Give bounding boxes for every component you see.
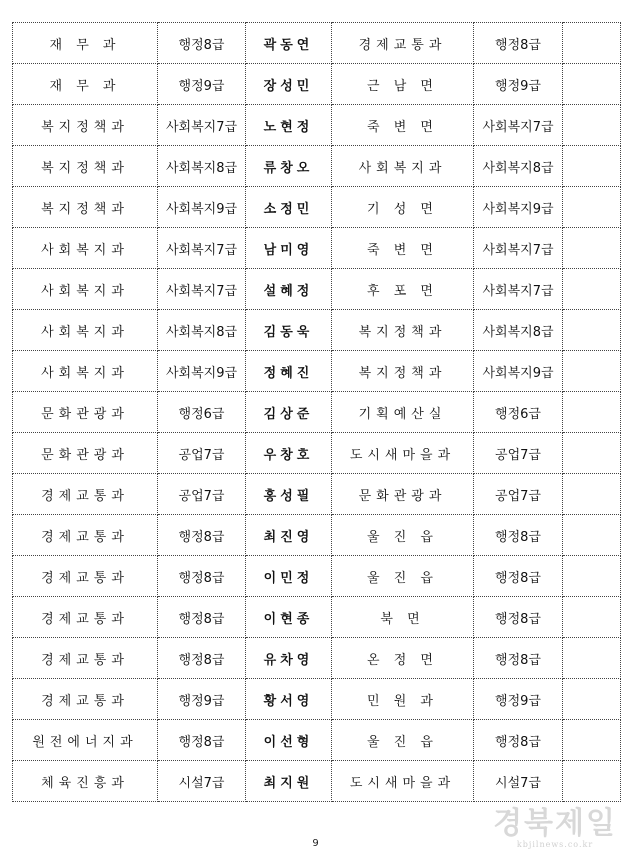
previous-department-cell: 사회복지과	[13, 228, 158, 269]
new-department-cell: 울 진 읍	[332, 515, 474, 556]
previous-department-cell: 사회복지과	[13, 269, 158, 310]
previous-department-cell: 경제교통과	[13, 597, 158, 638]
employee-name-cell: 류창오	[246, 146, 332, 187]
employee-name-cell: 소정민	[246, 187, 332, 228]
new-department-cell: 민 원 과	[332, 679, 474, 720]
previous-department-cell: 재 무 과	[13, 23, 158, 64]
remarks-cell	[563, 105, 621, 146]
remarks-cell	[563, 761, 621, 802]
new-department-cell: 온 정 면	[332, 638, 474, 679]
previous-rank-cell: 행정8급	[158, 597, 246, 638]
previous-department-cell: 문화관광과	[13, 433, 158, 474]
new-rank-cell: 행정8급	[474, 515, 563, 556]
new-department-cell: 사회복지과	[332, 146, 474, 187]
new-department-cell: 죽 변 면	[332, 228, 474, 269]
new-rank-cell: 사회복지9급	[474, 187, 563, 228]
table-row	[13, 351, 621, 392]
new-department-cell: 경제교통과	[332, 23, 474, 64]
previous-department-cell: 문화관광과	[13, 392, 158, 433]
previous-rank-cell: 사회복지8급	[158, 310, 246, 351]
new-rank-cell: 행정8급	[474, 23, 563, 64]
remarks-cell	[563, 556, 621, 597]
previous-rank-cell: 행정8급	[158, 638, 246, 679]
table-row	[13, 433, 621, 474]
previous-rank-cell: 행정8급	[158, 556, 246, 597]
employee-name-cell: 곽동연	[246, 23, 332, 64]
previous-rank-cell: 행정9급	[158, 679, 246, 720]
employee-name-cell: 김상준	[246, 392, 332, 433]
table-row	[13, 64, 621, 105]
remarks-cell	[563, 474, 621, 515]
employee-name-cell: 노현정	[246, 105, 332, 146]
previous-rank-cell: 사회복지7급	[158, 269, 246, 310]
employee-name-cell: 최지원	[246, 761, 332, 802]
remarks-cell	[563, 638, 621, 679]
employee-name-cell: 최진영	[246, 515, 332, 556]
previous-department-cell: 체육진흥과	[13, 761, 158, 802]
previous-rank-cell: 사회복지9급	[158, 187, 246, 228]
table-row	[13, 597, 621, 638]
remarks-cell	[563, 23, 621, 64]
new-rank-cell: 행정6급	[474, 392, 563, 433]
new-rank-cell: 사회복지9급	[474, 351, 563, 392]
page-number: 9	[312, 838, 319, 849]
new-department-cell: 울 진 읍	[332, 556, 474, 597]
table-row	[13, 761, 621, 802]
previous-rank-cell: 공업7급	[158, 474, 246, 515]
previous-department-cell: 재 무 과	[13, 64, 158, 105]
new-department-cell: 근 남 면	[332, 64, 474, 105]
previous-rank-cell: 행정6급	[158, 392, 246, 433]
previous-rank-cell: 행정9급	[158, 64, 246, 105]
remarks-cell	[563, 515, 621, 556]
new-department-cell: 죽 변 면	[332, 105, 474, 146]
new-rank-cell: 행정9급	[474, 64, 563, 105]
previous-department-cell: 복지정책과	[13, 187, 158, 228]
table-row	[13, 310, 621, 351]
previous-rank-cell: 공업7급	[158, 433, 246, 474]
remarks-cell	[563, 146, 621, 187]
employee-name-cell: 설혜정	[246, 269, 332, 310]
table-row	[13, 105, 621, 146]
new-department-cell: 도시새마을과	[332, 433, 474, 474]
new-department-cell: 문화관광과	[332, 474, 474, 515]
new-department-cell: 기획예산실	[332, 392, 474, 433]
remarks-cell	[563, 269, 621, 310]
new-rank-cell: 사회복지7급	[474, 269, 563, 310]
table-row	[13, 269, 621, 310]
employee-name-cell: 우창호	[246, 433, 332, 474]
table-row	[13, 638, 621, 679]
previous-department-cell: 사회복지과	[13, 310, 158, 351]
new-rank-cell: 행정8급	[474, 597, 563, 638]
new-department-cell: 울 진 읍	[332, 720, 474, 761]
new-department-cell: 후 포 면	[332, 269, 474, 310]
employee-name-cell: 정혜진	[246, 351, 332, 392]
new-rank-cell: 시설7급	[474, 761, 563, 802]
previous-rank-cell: 사회복지7급	[158, 105, 246, 146]
table-row	[13, 556, 621, 597]
previous-rank-cell: 사회복지8급	[158, 146, 246, 187]
new-department-cell: 복지정책과	[332, 351, 474, 392]
new-rank-cell: 공업7급	[474, 474, 563, 515]
remarks-cell	[563, 597, 621, 638]
employee-name-cell: 이현종	[246, 597, 332, 638]
employee-name-cell: 황서영	[246, 679, 332, 720]
employee-name-cell: 유차영	[246, 638, 332, 679]
previous-department-cell: 경제교통과	[13, 679, 158, 720]
remarks-cell	[563, 392, 621, 433]
employee-name-cell: 장성민	[246, 64, 332, 105]
new-rank-cell: 행정9급	[474, 679, 563, 720]
new-department-cell: 북 면	[332, 597, 474, 638]
table-row	[13, 228, 621, 269]
previous-rank-cell: 행정8급	[158, 720, 246, 761]
employee-name-cell: 이선형	[246, 720, 332, 761]
employee-name-cell: 홍성필	[246, 474, 332, 515]
remarks-cell	[563, 187, 621, 228]
previous-rank-cell: 시설7급	[158, 761, 246, 802]
remarks-cell	[563, 64, 621, 105]
new-department-cell: 기 성 면	[332, 187, 474, 228]
table-row	[13, 515, 621, 556]
employee-name-cell: 남미영	[246, 228, 332, 269]
remarks-cell	[563, 228, 621, 269]
new-rank-cell: 행정8급	[474, 556, 563, 597]
new-rank-cell: 사회복지7급	[474, 228, 563, 269]
previous-rank-cell: 행정8급	[158, 23, 246, 64]
new-rank-cell: 사회복지8급	[474, 146, 563, 187]
watermark-sub-text: kbjilnews.co.kr	[516, 840, 594, 849]
previous-department-cell: 복지정책과	[13, 146, 158, 187]
table-row	[13, 474, 621, 515]
previous-department-cell: 사회복지과	[13, 351, 158, 392]
table-row	[13, 392, 621, 433]
new-rank-cell: 사회복지7급	[474, 105, 563, 146]
table-row	[13, 23, 621, 64]
previous-department-cell: 경제교통과	[13, 515, 158, 556]
previous-department-cell: 경제교통과	[13, 638, 158, 679]
previous-department-cell: 경제교통과	[13, 474, 158, 515]
personnel-transfer-table	[12, 22, 621, 802]
table-body	[13, 23, 621, 802]
table-row	[13, 720, 621, 761]
new-rank-cell: 공업7급	[474, 433, 563, 474]
remarks-cell	[563, 351, 621, 392]
table-row	[13, 679, 621, 720]
remarks-cell	[563, 433, 621, 474]
previous-department-cell: 원전에너지과	[13, 720, 158, 761]
previous-department-cell: 경제교통과	[13, 556, 158, 597]
remarks-cell	[563, 679, 621, 720]
table-row	[13, 146, 621, 187]
employee-name-cell: 김동욱	[246, 310, 332, 351]
watermark-main-text: 경북제일	[493, 806, 617, 841]
new-rank-cell: 행정8급	[474, 720, 563, 761]
table-row	[13, 187, 621, 228]
new-department-cell: 복지정책과	[332, 310, 474, 351]
new-department-cell: 도시새마을과	[332, 761, 474, 802]
remarks-cell	[563, 720, 621, 761]
new-rank-cell: 사회복지8급	[474, 310, 563, 351]
new-rank-cell: 행정8급	[474, 638, 563, 679]
previous-rank-cell: 사회복지9급	[158, 351, 246, 392]
employee-name-cell: 이민정	[246, 556, 332, 597]
previous-rank-cell: 사회복지7급	[158, 228, 246, 269]
previous-rank-cell: 행정8급	[158, 515, 246, 556]
remarks-cell	[563, 310, 621, 351]
watermark-logo	[493, 808, 617, 849]
previous-department-cell: 복지정책과	[13, 105, 158, 146]
